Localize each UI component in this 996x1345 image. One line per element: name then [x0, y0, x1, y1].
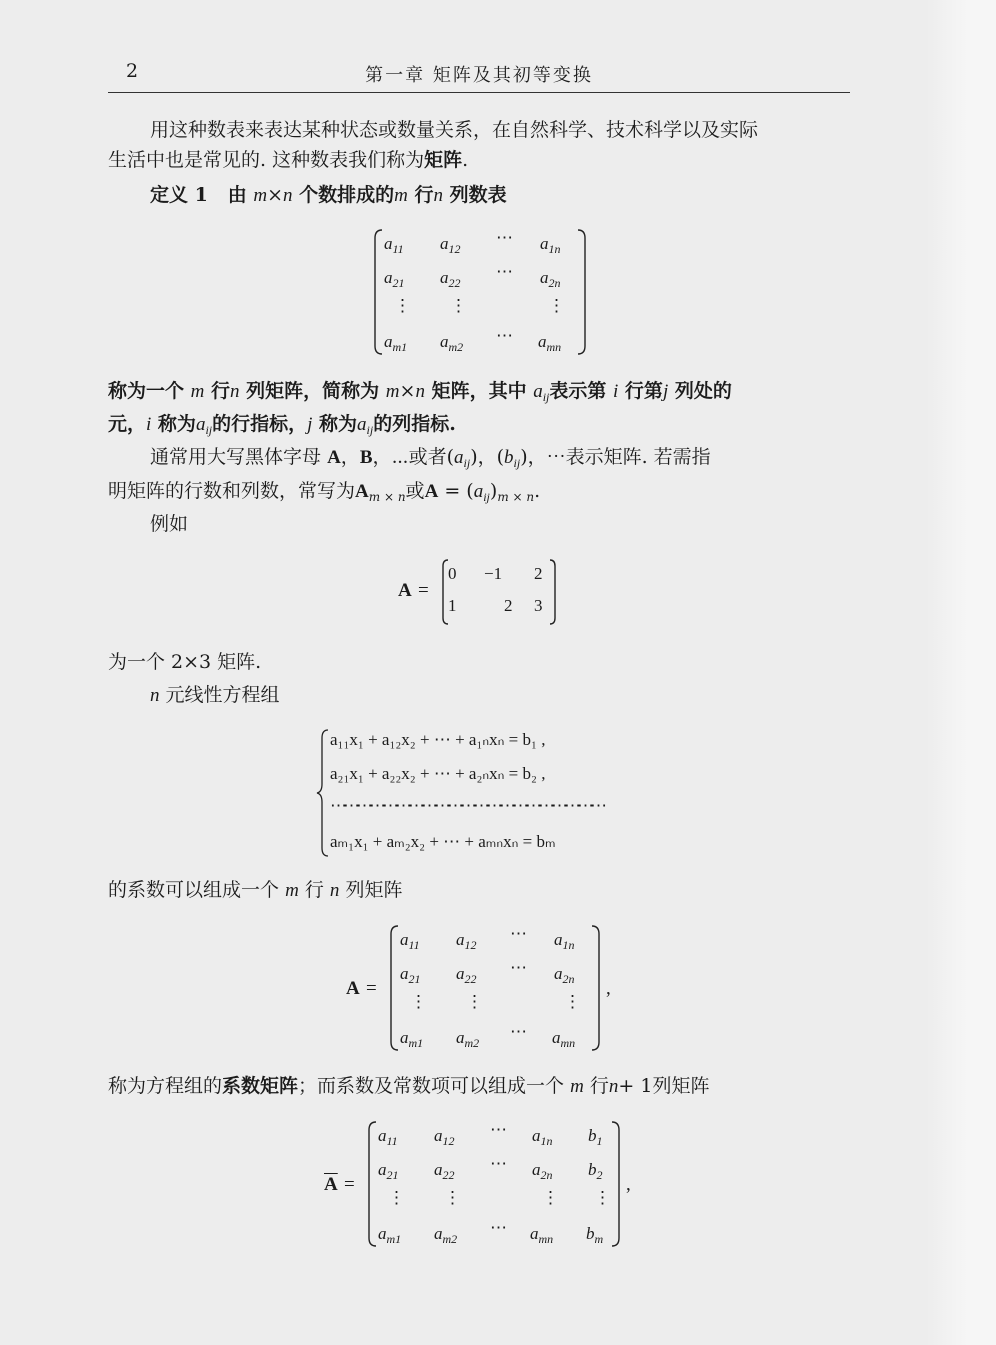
cell-a11: $a_{11}$	[378, 1126, 398, 1148]
running-header	[108, 60, 850, 94]
p3-text: 或	[405, 480, 425, 502]
cell-dots: ⋯	[510, 924, 527, 943]
cell-a21: $a_{21}$	[378, 1160, 399, 1182]
cell-a2n: $a_{2n}$	[532, 1160, 553, 1182]
def-text-1: 由	[227, 184, 247, 206]
aij: $a_{ij}$	[357, 414, 374, 437]
term-matrix: 矩阵	[424, 149, 463, 171]
para3-line2	[108, 477, 540, 506]
para1-line2	[108, 146, 468, 174]
times-sign: ×	[399, 380, 416, 402]
var-m: m	[190, 381, 205, 402]
cell-vdots: ⋮	[450, 296, 467, 315]
bold-B: B	[359, 447, 373, 468]
p3-text: 通常用大写黑体字母	[150, 446, 322, 468]
cell-value: 1	[448, 596, 457, 615]
linear-system-intro	[150, 681, 280, 710]
term-coefficient-matrix: 系数矩阵	[222, 1075, 299, 1097]
definition-label: 定义 1	[150, 184, 208, 206]
cell-vdots: ⋮	[564, 992, 581, 1011]
equation-dots: ⋯⋯⋯⋯⋯⋯⋯⋯⋯⋯⋯⋯⋯⋯⋯⋯⋯⋯⋯⋯⋯	[330, 796, 603, 815]
p3-text: )，⋯表示矩阵. 若需指	[520, 446, 711, 468]
matrix-example-2x3	[440, 558, 560, 626]
para2-line2	[108, 410, 456, 439]
var-n: n	[150, 685, 160, 706]
p3-text: .	[534, 480, 541, 502]
cell-dots: ⋯	[510, 1022, 527, 1041]
matrix-general-mn	[372, 228, 588, 356]
var-m: m	[385, 381, 400, 402]
p2-text: 行	[211, 380, 231, 402]
def-text-4: 列数表	[449, 184, 507, 206]
cell-am2: $a_{m2}$	[456, 1028, 480, 1050]
cell-am2: $a_{m2}$	[440, 332, 464, 354]
p3-text: ，⋯或者(	[372, 446, 455, 468]
cell-am1: $a_{m1}$	[378, 1224, 402, 1246]
cell-a2n: $a_{2n}$	[554, 964, 575, 986]
equals-sign: =	[366, 978, 377, 999]
cell-vdots: ⋮	[394, 296, 411, 315]
p2-text: 矩阵，其中	[431, 380, 527, 402]
cell-value: −1	[484, 564, 503, 583]
cell-vdots: ⋮	[444, 1188, 461, 1207]
equation-1: a₁₁x₁ + a₁₂x₂ + ⋯ + a₁ₙxₙ = b₁ ,	[330, 730, 546, 749]
trailing-comma: ,	[606, 978, 611, 999]
var-m: m	[253, 185, 268, 206]
var-n: n	[283, 185, 293, 206]
cell-a11: $a_{11}$	[400, 930, 420, 952]
aij: $a_{ij}$	[454, 447, 471, 470]
p2-text: 称为一个	[108, 380, 185, 402]
cell-dots: ⋯	[496, 228, 513, 247]
cell-amn: $a_{mn}$	[552, 1028, 576, 1050]
cell-a11: $a_{11}$	[384, 234, 404, 256]
var-m: m	[394, 185, 408, 206]
cell-am1: $a_{m1}$	[400, 1028, 424, 1050]
var-m: m	[570, 1076, 584, 1097]
para3-line1: 通常用大写黑体字母 A，B，⋯或者$(a_{ij})$，$(b_{ij})$，⋯表示矩阵. 若需指	[150, 446, 711, 470]
augmented-matrix	[366, 1120, 622, 1248]
header-rule	[108, 92, 850, 93]
p2-text: 列处的	[674, 380, 732, 402]
bold-A: A	[355, 481, 369, 502]
var-i: i	[146, 414, 152, 435]
cell-b2: $b_2$	[588, 1160, 603, 1182]
cell-a1n: $a_{1n}$	[554, 930, 575, 952]
bold-A: A	[327, 447, 341, 468]
cell-dots: ⋯	[510, 958, 527, 977]
p2-text: 的行指标，	[212, 413, 308, 435]
cell-a22: $a_{22}$	[440, 268, 461, 290]
def-text-2: 个数排成的	[299, 184, 395, 206]
bold-A: A	[424, 481, 439, 502]
cell-vdots: ⋮	[466, 992, 483, 1011]
p3-text: = (	[444, 480, 474, 502]
cell-a12: $a_{12}$	[434, 1126, 455, 1148]
cell-a1n: $a_{1n}$	[540, 234, 561, 256]
var-j: j	[662, 381, 669, 402]
page-number: 2	[126, 60, 139, 82]
matrix4-name: $\overline{A}$	[324, 1174, 338, 1195]
cell-value: 2	[504, 596, 513, 615]
cell-value: 3	[534, 596, 543, 615]
equation-2: a₂₁x₁ + a₂₂x₂ + ⋯ + a₂ₙxₙ = b₂ ,	[330, 764, 546, 783]
after-example: 为一个 2×3 矩阵.	[108, 651, 262, 673]
cell-a12: $a_{12}$	[440, 234, 461, 256]
var-n: n	[415, 381, 425, 402]
cell-am2: $a_{m2}$	[434, 1224, 458, 1246]
cell-vdots: ⋮	[548, 296, 565, 315]
def-text-3: 行	[414, 184, 434, 206]
cell-a22: $a_{22}$	[456, 964, 477, 986]
cell-b1: $b_1$	[588, 1126, 603, 1148]
cell-dots: ⋯	[490, 1120, 507, 1139]
p2-text: 称为	[319, 413, 358, 435]
text: 称为方程组的	[108, 1075, 223, 1097]
chapter-title: 第一章 矩阵及其初等变换	[365, 65, 593, 86]
definition-line	[150, 181, 507, 210]
cell-dots: ⋯	[490, 1218, 507, 1237]
linear-equation-system	[316, 728, 656, 858]
bij: $b_{ij}$	[504, 447, 521, 470]
p2-text: 列矩阵，简称为	[246, 380, 380, 402]
trailing-comma: ,	[626, 1174, 631, 1195]
equation-m: aₘ₁x₁ + aₘ₂x₂ + ⋯ + aₘₙxₙ = bₘ	[330, 832, 556, 851]
example-label: 例如	[150, 513, 189, 535]
p3-text: )	[489, 480, 498, 502]
matrix3-name: A	[346, 978, 360, 999]
cell-a12: $a_{12}$	[456, 930, 477, 952]
p3-text: )，(	[470, 446, 505, 468]
cell-a22: $a_{22}$	[434, 1160, 455, 1182]
p2-text: 表示第	[549, 380, 607, 402]
equals-sign: =	[418, 580, 429, 601]
cell-amn: $a_{mn}$	[530, 1224, 554, 1246]
cell-dots: ⋯	[490, 1154, 507, 1173]
subscript-mxn: m × n	[368, 490, 406, 504]
subscript-mxn: m × n	[497, 490, 535, 504]
cell-value: 2	[534, 564, 543, 583]
var-n: n	[433, 185, 444, 206]
coef-desc	[108, 1072, 709, 1101]
text: ；而系数及常数项可以组成一个	[298, 1075, 565, 1097]
cell-bm: $b_m$	[586, 1224, 604, 1246]
text: 行	[304, 879, 324, 901]
p2-text: 元，	[108, 413, 147, 435]
p3-text: 明矩阵的行数和列数，常写为	[108, 480, 356, 502]
cell-a21: $a_{21}$	[400, 964, 421, 986]
var-m: m	[285, 880, 299, 901]
cell-dots: ⋯	[496, 326, 513, 345]
var-n: n	[230, 381, 240, 402]
para1-text: 生活中也是常见的. 这种数表我们称为	[108, 149, 425, 171]
text: 行	[589, 1075, 609, 1097]
p2-text: 的列指标.	[373, 413, 456, 435]
var-n: n	[329, 880, 340, 901]
para2-line1	[108, 377, 732, 406]
var-n: n	[608, 1076, 619, 1097]
cell-vdots: ⋮	[388, 1188, 405, 1207]
text: 的系数可以组成一个	[108, 879, 280, 901]
text: + 1列矩阵	[618, 1075, 710, 1097]
coefficient-matrix	[388, 924, 602, 1052]
p2-text: 行第	[624, 380, 663, 402]
cell-value: 0	[448, 564, 457, 583]
page-edge-shadow	[926, 0, 996, 1345]
times-sign: ×	[267, 184, 283, 206]
cell-a21: $a_{21}$	[384, 268, 405, 290]
var-i: i	[613, 381, 619, 402]
aij: $a_{ij}$	[473, 481, 490, 504]
cell-amn: $a_{mn}$	[538, 332, 562, 354]
intro-text: 元线性方程组	[165, 684, 280, 706]
matrix2-name: A	[398, 580, 412, 601]
text: 列矩阵	[345, 879, 403, 901]
coef-intro	[108, 876, 402, 905]
cell-vdots: ⋮	[594, 1188, 611, 1207]
aij: $a_{ij}$	[533, 381, 550, 404]
p2-text: 称为	[157, 413, 196, 435]
para1-period: .	[462, 149, 469, 171]
equals-sign: =	[344, 1174, 355, 1195]
aij: $a_{ij}$	[195, 414, 213, 437]
para1-line1: 用这种数表来表达某种状态或数量关系，在自然科学、技术科学以及实际	[150, 119, 759, 141]
left-brace	[316, 728, 330, 858]
cell-a1n: $a_{1n}$	[532, 1126, 553, 1148]
cell-dots: ⋯	[496, 262, 513, 281]
cell-am1: $a_{m1}$	[384, 332, 408, 354]
cell-a2n: $a_{2n}$	[540, 268, 561, 290]
cell-vdots: ⋮	[410, 992, 427, 1011]
var-j: j	[307, 414, 313, 435]
cell-vdots: ⋮	[542, 1188, 559, 1207]
